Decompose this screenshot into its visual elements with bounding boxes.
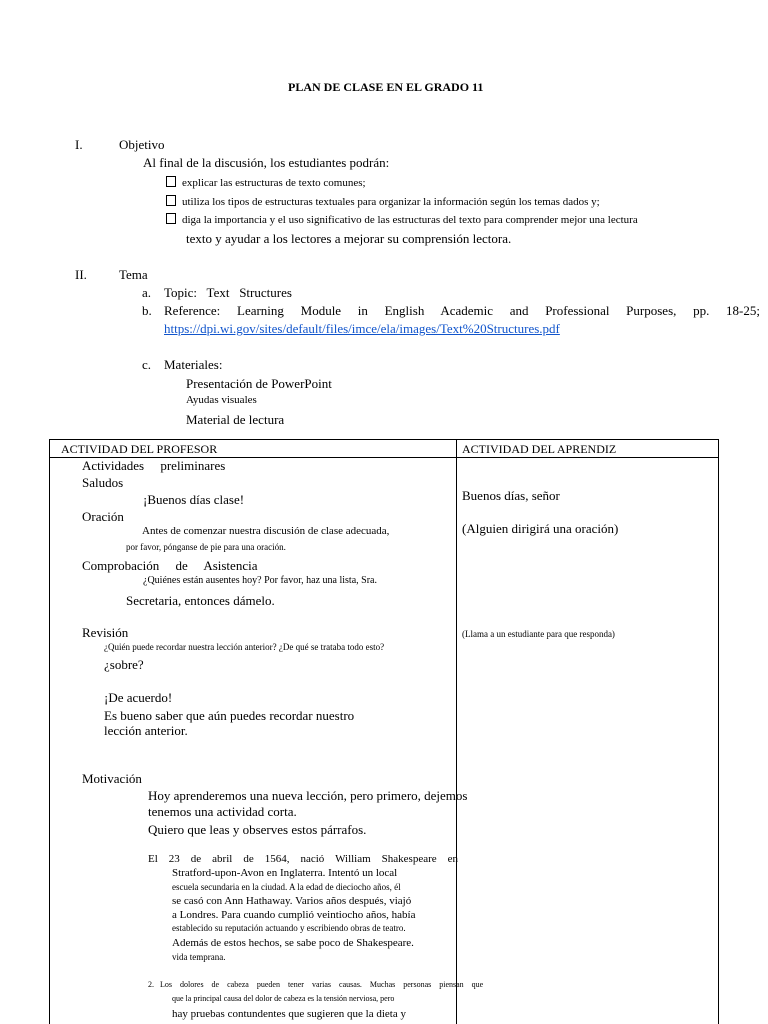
paragraph-1-text: vida temprana. bbox=[172, 952, 226, 962]
prayer-text: por favor, pónganse de pie para una oración. bbox=[126, 542, 286, 552]
paragraph-1-text: Stratford-upon-Avon en Inglaterra. Intentó un local bbox=[172, 867, 398, 879]
motivation-text: Hoy aprenderemos una nueva lección, pero primero, dejemos bbox=[148, 788, 468, 803]
agreement-text: ¡De acuerdo! bbox=[104, 690, 173, 705]
materials-heading: Materiales: bbox=[164, 357, 223, 372]
checkbox-icon bbox=[166, 213, 176, 224]
attendance-text: Secretaria, entonces dámelo. bbox=[126, 593, 275, 608]
checkbox-icon bbox=[166, 176, 176, 187]
material-item: Ayudas visuales bbox=[186, 394, 257, 406]
teacher-greeting: ¡Buenos días clase! bbox=[143, 492, 245, 507]
material-item: Material de lectura bbox=[186, 412, 285, 427]
checkbox-icon bbox=[166, 195, 176, 206]
review-heading: Revisión bbox=[82, 625, 129, 640]
learner-greeting-reply: Buenos días, señor bbox=[462, 488, 560, 503]
table-right-border bbox=[718, 439, 719, 1024]
objective-item bbox=[166, 195, 600, 208]
reference-link[interactable]: https://dpi.wi.gov/sites/default/files/imce/ela/images/Text%20Structures.pdf bbox=[164, 321, 560, 336]
section-2-numeral: II. bbox=[75, 267, 87, 282]
reference-label: b. bbox=[142, 303, 152, 318]
attendance-heading: Comprobación de Asistencia bbox=[82, 558, 258, 573]
topic-label: a. bbox=[142, 285, 152, 300]
objective-intro: Al final de la discusión, los estudiantes podrán: bbox=[143, 155, 390, 170]
objective-item-text: explicar las estructuras de texto comunes; bbox=[182, 177, 366, 189]
objective-item bbox=[166, 213, 638, 226]
prayer-heading: Oración bbox=[82, 509, 124, 524]
header-learner-activity: ACTIVIDAD DEL APRENDIZ bbox=[462, 442, 617, 456]
paragraph-1-text: a Londres. Para cuando cumplió veintiocho años, había bbox=[172, 909, 416, 921]
section-1-numeral: I. bbox=[75, 137, 83, 152]
prayer-text: Antes de comenzar nuestra discusión de clase adecuada, bbox=[142, 525, 390, 537]
learner-prayer: (Alguien dirigirá una oración) bbox=[462, 521, 619, 536]
paragraph-2-text: que la principal causa del dolor de cabeza es la tensión nerviosa, pero bbox=[172, 994, 395, 1003]
page-title: PLAN DE CLASE EN EL GRADO 11 bbox=[288, 80, 484, 94]
materials-label: c. bbox=[142, 357, 152, 372]
objective-item-text: utiliza los tipos de estructuras textuales para organizar la información según los temas dados y; bbox=[182, 196, 600, 208]
greetings-heading: Saludos bbox=[82, 475, 124, 490]
paragraph-1-text: escuela secundaria en la ciudad. A la edad de dieciocho años, él bbox=[172, 882, 401, 892]
topic-text: Topic: Text Structures bbox=[164, 285, 292, 300]
motivation-heading: Motivación bbox=[82, 771, 142, 786]
header-teacher-activity: ACTIVIDAD DEL PROFESOR bbox=[61, 442, 218, 456]
table-left-border bbox=[49, 439, 50, 1024]
section-2-heading: Tema bbox=[119, 267, 148, 282]
objective-item-text: diga la importancia y el uso significativo de las estructuras del texto para comprender mejor una lectura bbox=[182, 214, 638, 226]
agreement-text: Es bueno saber que aún puedes recordar nuestro bbox=[104, 708, 355, 723]
section-1-heading: Objetivo bbox=[119, 137, 165, 152]
learner-review: (Llama a un estudiante para que responda) bbox=[462, 629, 615, 639]
paragraph-1-text: establecido su reputación actuando y escribiendo obras de teatro. bbox=[172, 923, 406, 933]
agreement-text: lección anterior. bbox=[104, 723, 188, 738]
paragraph-1-text: se casó con Ann Hathaway. Varios años después, viajó bbox=[172, 895, 412, 907]
table-column-divider bbox=[456, 439, 457, 1024]
review-text: ¿sobre? bbox=[104, 657, 144, 672]
material-item: Presentación de PowerPoint bbox=[186, 376, 332, 391]
review-text: ¿Quién puede recordar nuestra lección anterior? ¿De qué se trataba todo esto? bbox=[104, 642, 385, 652]
attendance-text: ¿Quiénes están ausentes hoy? Por favor, haz una lista, Sra. bbox=[143, 575, 377, 586]
paragraph-1-text: El 23 de abril de 1564, nació William Shakespeare en bbox=[148, 853, 459, 865]
table-top-border bbox=[49, 439, 719, 440]
paragraph-1-text: Además de estos hechos, se sabe poco de Shakespeare. bbox=[172, 937, 414, 949]
paragraph-2-text: 2. Los dolores de cabeza pueden tener varias causas. Muchas personas piensan que bbox=[148, 980, 484, 989]
reference-text: Reference: Learning Module in English Academic and Professional Purposes, pp. 18-25; bbox=[164, 303, 760, 318]
preliminary-activities: Actividades preliminares bbox=[82, 458, 226, 473]
objective-continuation: texto y ayudar a los lectores a mejorar su comprensión lectora. bbox=[186, 231, 512, 246]
paragraph-2-text: hay pruebas contundentes que sugieren que la dieta y bbox=[172, 1008, 406, 1020]
motivation-text: Quiero que leas y observes estos párrafos. bbox=[148, 822, 367, 837]
motivation-text: tenemos una actividad corta. bbox=[148, 804, 297, 819]
objective-item bbox=[166, 176, 366, 189]
